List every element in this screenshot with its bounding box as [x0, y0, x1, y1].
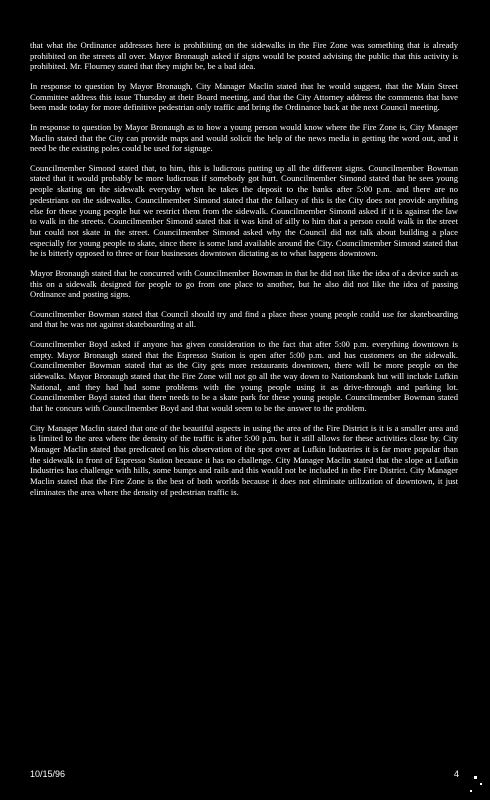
paragraph-2: In response to question by Mayor Bronaugh, City Manager Maclin stated that he would suggest, that the Main Street Committee address this issue Thursday at their Board meeting, and that the City Attorney address the comments that have been made today for more definitive pedestrian only traffic and bring the Ordinance back at the next Council meeting. [30, 80, 458, 113]
scan-speck [470, 790, 472, 792]
paragraph-1: that what the Ordinance addresses here is prohibiting on the sidewalks in the Fire Zone was something that is already prohibited on the streets all over. Mayor Bronaugh asked if signs would be posted advising the public that this activity is prohibited. Mr. Flourney stated that they might be, be a bad idea. [30, 40, 458, 72]
paragraph-3: In response to question by Mayor Bronaugh as to how a young person would know where the Fire Zone is, City Manager Maclin stated that the City can provide maps and would solicit the help of the news media in getting the word out, and it need be the existing poles could be used for signage. [30, 121, 458, 154]
paragraph-6: Councilmember Bowman stated that Council should try and find a place these young people could use for skateboarding and that he was not against skateboarding at all. [30, 308, 458, 330]
document-page [30, 40, 458, 506]
scan-speck [480, 783, 482, 785]
paragraph-8: City Manager Maclin stated that one of the beautiful aspects in using the area of the Fire District is it is a smaller area and is limited to the area where the density of the traffic is after 5:00 p.m. but it still allows for these activities close by. City Manager Maclin stated that predicated on his observation of the spot over at Lufkin Industries it is far more popular than the sidewalk in front of Espresso Station because it has no challenge. City Manager Maclin stated that the slope at Lufkin Industries has challenge with hills, some bumps and rails and this would not be included in the Fire District. City Manager Maclin stated that the Fire Zone is the best of both worlds because it does not eliminate utilization of downtown, it just eliminates the area where the density of pedestrian traffic is. [30, 422, 458, 497]
paragraph-5: Mayor Bronaugh stated that he concurred with Councilmember Bowman in that he did not like the idea of a device such as this on a sidewalk designed for people to go from one place to another, but he also did not like the idea of passing Ordinance and posting signs. [30, 267, 458, 300]
page-number: 4 [454, 769, 460, 779]
paragraph-4: Councilmember Simond stated that, to him, this is ludicrous putting up all the different signs. Councilmember Bowman stated that it would probably be more ludicrous if somebody got hurt. Councilmember Simond stated that he sees young people skating on the sidewalk everyday when he takes the deposit to the banks after 5:00 p.m. and there are no pedestrians on the sidewalks. Councilmember Simond stated that the fallacy of this is the City does not provide anything else for these young people but we restrict them from the sidewalk. Councilmember Simond asked if it is against the law to walk in the streets. Councilmember Simond stated that it was kind of silly to him that a person could walk in the street but could not skate in the street. Councilmember Simond asked why the Council did not talk about building a place especially for young people to skate, since there is some land available around the City. Councilmember Simond stated that he is bitterly opposed to three or four businesses downtown dictating as to what happens downtown. [30, 162, 458, 259]
footer-date: 10/15/96 [30, 769, 66, 779]
paragraph-7: Councilmember Boyd asked if anyone has given consideration to the fact that after 5:00 p.m. everything downtown is empty. Mayor Bronaugh stated that the Espresso Station is open after 5:00 p.m. and has customers on the sidewalk. Councilmember Bowman stated that as the City gets more restaurants downtown, there will be more people on the sidewalks. Mayor Bronaugh stated that the Fire Zone will not go all the way down to Nationsbank but will include Lufkin National, and they had had some problems with the young people using it as drive-through and parking lot. Councilmember Boyd stated that there needs to be a skate park for these young people. Councilmember Bowman stated that he concurs with Councilmember Boyd and that would seem to be the answer to the problem. [30, 338, 458, 414]
scan-speck [474, 776, 477, 779]
